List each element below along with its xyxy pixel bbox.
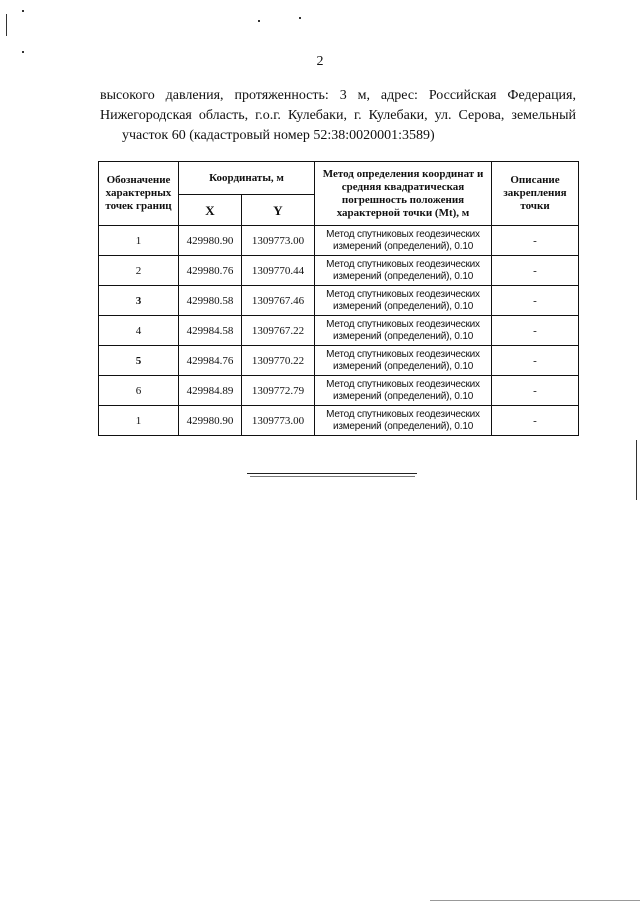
cell-description: -: [492, 346, 579, 376]
cell-x: 429980.58: [179, 286, 242, 316]
cell-method: Метод спутниковых геодезических измерений (определений), 0.10: [315, 346, 492, 376]
scan-mark-dot-4: [299, 17, 301, 19]
header-y: Y: [242, 195, 315, 226]
table-row: [99, 376, 579, 406]
table-row: [99, 256, 579, 286]
cell-point: 1: [99, 226, 179, 256]
cell-y: 1309767.22: [242, 316, 315, 346]
scan-mark-dot-3: [258, 20, 260, 22]
table-row: [99, 316, 579, 346]
scan-mark-left: [6, 14, 7, 36]
cell-x: 429984.58: [179, 316, 242, 346]
cell-description: -: [492, 316, 579, 346]
cell-y: 1309773.00: [242, 226, 315, 256]
intro-line-1: высокого давления, протяженность: 3 м, адрес: Российская Федерация,: [100, 88, 576, 103]
table-row: [99, 346, 579, 376]
end-divider-shadow: [250, 476, 415, 477]
header-description: Описание закрепления точки: [492, 162, 579, 226]
cell-x: 429980.90: [179, 226, 242, 256]
cell-description: -: [492, 286, 579, 316]
cell-y: 1309773.00: [242, 406, 315, 436]
table-row: [99, 286, 579, 316]
cell-x: 429984.89: [179, 376, 242, 406]
cell-point: 4: [99, 316, 179, 346]
cell-point: 3: [99, 286, 179, 316]
header-point: Обозначение характерных точек границ: [99, 162, 179, 226]
cell-point: 6: [99, 376, 179, 406]
cell-y: 1309770.22: [242, 346, 315, 376]
scan-mark-bottom: [430, 900, 640, 901]
cell-point: 5: [99, 346, 179, 376]
coordinates-table: [98, 161, 579, 436]
header-method: Метод определения координат и средняя квадратическая погрешность положения характерной точки (Mt), м: [315, 162, 492, 226]
cell-method: Метод спутниковых геодезических измерений (определений), 0.10: [315, 286, 492, 316]
cell-method: Метод спутниковых геодезических измерений (определений), 0.10: [315, 226, 492, 256]
page-number: 2: [316, 54, 324, 69]
cell-y: 1309767.46: [242, 286, 315, 316]
table-row: [99, 406, 579, 436]
intro-line-2: Нижегородская область, г.о.г. Кулебаки, г. Кулебаки, ул. Серова, земельный: [100, 108, 576, 123]
cell-y: 1309772.79: [242, 376, 315, 406]
cell-description: -: [492, 406, 579, 436]
cell-description: -: [492, 376, 579, 406]
end-divider: [247, 473, 417, 474]
scan-mark-dot-1: [22, 10, 24, 12]
intro-paragraph: [100, 86, 576, 146]
cell-method: Метод спутниковых геодезических измерений (определений), 0.10: [315, 256, 492, 286]
header-coords: Координаты, м: [179, 162, 315, 195]
header-x: X: [179, 195, 242, 226]
cell-point: 1: [99, 406, 179, 436]
cell-point: 2: [99, 256, 179, 286]
cell-method: Метод спутниковых геодезических измерений (определений), 0.10: [315, 376, 492, 406]
cell-description: -: [492, 226, 579, 256]
cell-method: Метод спутниковых геодезических измерений (определений), 0.10: [315, 316, 492, 346]
intro-line-3: участок 60 (кадастровый номер 52:38:0020001:3589): [122, 128, 435, 143]
cell-method: Метод спутниковых геодезических измерений (определений), 0.10: [315, 406, 492, 436]
scan-mark-right: [636, 440, 637, 500]
scan-mark-dot-2: [22, 51, 24, 53]
cell-x: 429980.76: [179, 256, 242, 286]
cell-y: 1309770.44: [242, 256, 315, 286]
cell-x: 429980.90: [179, 406, 242, 436]
cell-x: 429984.76: [179, 346, 242, 376]
table-row: [99, 226, 579, 256]
cell-description: -: [492, 256, 579, 286]
